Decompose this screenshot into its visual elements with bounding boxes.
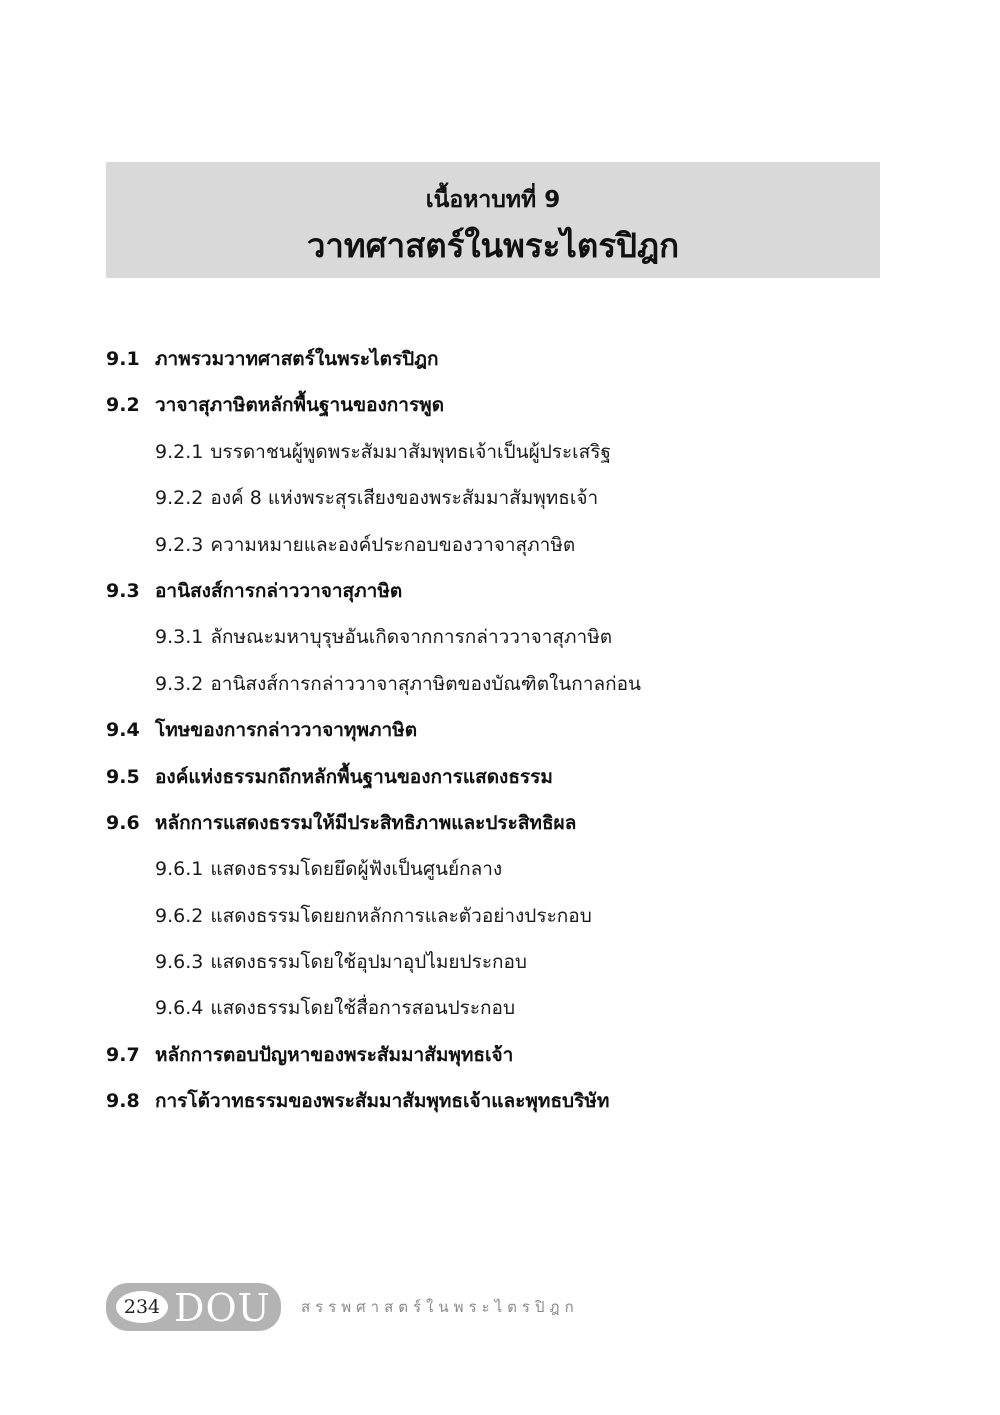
toc-number: 9.1	[106, 348, 140, 370]
toc-section	[106, 1038, 906, 1084]
toc-title: ความหมายและองค์ประกอบของวาจาสุภาษิต	[210, 533, 576, 556]
toc-number: 9.3	[106, 579, 140, 602]
toc-title: แสดงธรรมโดยใช้สื่อการสอนประกอบ	[210, 997, 516, 1020]
toc-subsection	[106, 667, 906, 713]
toc-number: 9.3.1	[155, 626, 204, 649]
toc-section	[106, 760, 906, 806]
toc-title: อานิสงส์การกล่าววาจาสุภาษิตของบัณฑิตในกาลก่อน	[210, 672, 642, 695]
toc-number: 9.3.2	[155, 672, 204, 695]
toc-subsection	[106, 899, 906, 945]
toc-title: วาจาสุภาษิตหลักพื้นฐานของการพูด	[155, 394, 445, 417]
toc-title: แสดงธรรมโดยยึดผู้ฟังเป็นศูนย์กลาง	[210, 858, 503, 881]
toc-number: 9.2.1	[155, 440, 204, 463]
toc-number: 9.6	[106, 811, 140, 834]
toc-title: อานิสงส์การกล่าววาจาสุภาษิต	[155, 579, 403, 602]
toc-section	[106, 806, 906, 852]
toc-number: 9.6.1	[155, 858, 204, 881]
toc-section	[106, 574, 906, 620]
toc-section	[106, 1084, 906, 1130]
table-of-contents	[106, 342, 906, 1131]
chapter-label: เนื้อหาบทที่ 9	[425, 187, 561, 213]
toc-title: บรรดาชนผู้พูดพระสัมมาสัมพุทธเจ้าเป็นผู้ประเสริฐ	[210, 440, 611, 463]
toc-title: แสดงธรรมโดยยกหลักการและตัวอย่างประกอบ	[210, 904, 592, 927]
toc-number: 9.6.3	[155, 951, 204, 974]
toc-title: หลักการแสดงธรรมให้มีประสิทธิภาพและประสิทธิผล	[155, 811, 577, 834]
toc-subsection	[106, 528, 906, 574]
toc-subsection	[106, 945, 906, 991]
page-number: 234	[116, 1291, 168, 1323]
chapter-header-banner	[106, 162, 880, 278]
toc-number: 9.4	[106, 719, 140, 742]
toc-title: องค์แห่งธรรมกถึกหลักพื้นฐานของการแสดงธรรม	[155, 765, 553, 788]
footer-book-title: สรรพศาสตร์ในพระไตรปิฎก	[301, 1298, 579, 1316]
toc-title: โทษของการกล่าววาจาทุพภาษิต	[155, 719, 418, 742]
toc-number: 9.2.3	[155, 533, 204, 556]
toc-title: หลักการตอบปัญหาของพระสัมมาสัมพุทธเจ้า	[155, 1043, 514, 1066]
toc-number: 9.7	[106, 1043, 140, 1066]
toc-title: การโต้วาทธรรมของพระสัมมาสัมพุทธเจ้าและพุทธบริษัท	[155, 1090, 610, 1113]
toc-title: ลักษณะมหาบุรุษอันเกิดจากการกล่าววาจาสุภาษิต	[210, 626, 613, 649]
toc-title: ภาพรวมวาทศาสตร์ในพระไตรปิฎก	[155, 348, 439, 370]
toc-section	[106, 342, 906, 388]
page-footer	[106, 1283, 626, 1331]
toc-number: 9.2	[106, 394, 140, 417]
toc-section	[106, 388, 906, 434]
toc-number: 9.5	[106, 765, 140, 788]
dou-logo: DOU	[174, 1286, 271, 1330]
toc-subsection	[106, 991, 906, 1037]
footer-badge	[106, 1283, 281, 1331]
toc-title: องค์ 8 แห่งพระสุรเสียงของพระสัมมาสัมพุทธเจ้า	[210, 487, 599, 510]
toc-subsection	[106, 852, 906, 898]
toc-number: 9.6.2	[155, 904, 204, 927]
toc-subsection	[106, 435, 906, 481]
toc-title: แสดงธรรมโดยใช้อุปมาอุปไมยประกอบ	[210, 951, 527, 974]
toc-section	[106, 713, 906, 759]
toc-number: 9.8	[106, 1090, 140, 1113]
toc-number: 9.2.2	[155, 487, 204, 510]
toc-subsection	[106, 481, 906, 527]
toc-number: 9.6.4	[155, 997, 204, 1020]
toc-subsection	[106, 620, 906, 666]
chapter-title: วาทศาสตร์ในพระไตรปิฎก	[306, 226, 680, 265]
